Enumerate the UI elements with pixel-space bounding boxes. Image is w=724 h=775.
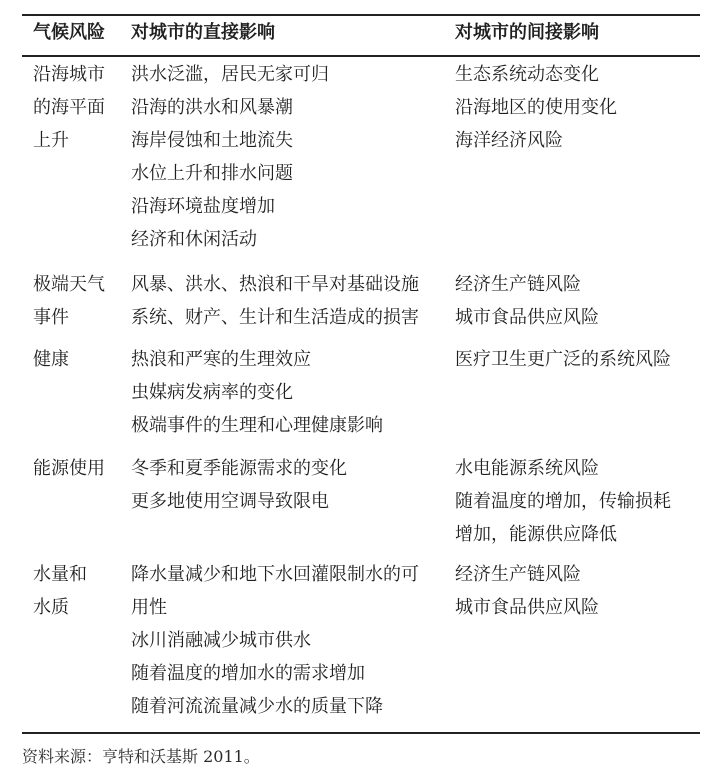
direct-line: 系统、财产、生计和生活造成的损害 [131, 307, 419, 328]
risk-line: 健康 [33, 349, 69, 370]
indirect-line: 城市食品供应风险 [455, 307, 599, 328]
direct-line: 水位上升和排水问题 [131, 163, 293, 184]
indirect-line: 水电能源系统风险 [455, 458, 599, 479]
row-energy-indirect [455, 452, 695, 551]
row-energy-risk [33, 452, 125, 485]
row-health-indirect [455, 343, 695, 376]
risk-line: 极端天气 [33, 274, 105, 295]
direct-line: 洪水泛滥，居民无家可归 [131, 64, 329, 85]
indirect-line: 经济生产链风险 [455, 274, 581, 295]
indirect-line: 增加，能源供应降低 [455, 524, 617, 545]
risk-line: 上升 [33, 130, 69, 151]
row-water-direct [131, 558, 449, 723]
direct-line: 降水量减少和地下水回灌限制水的可 [131, 564, 419, 585]
indirect-line: 经济生产链风险 [455, 564, 581, 585]
row-sea-level-indirect [455, 58, 695, 157]
source-note: 资料来源：亨特和沃基斯 2011。 [22, 747, 260, 766]
direct-line: 冬季和夏季能源需求的变化 [131, 458, 347, 479]
row-energy-direct [131, 452, 449, 518]
table-header-rule [22, 55, 700, 57]
direct-line: 极端事件的生理和心理健康影响 [131, 415, 383, 436]
direct-line: 沿海环境盐度增加 [131, 196, 275, 217]
row-health-direct [131, 343, 449, 442]
indirect-line: 随着温度的增加，传输损耗 [455, 491, 671, 512]
indirect-line: 医疗卫生更广泛的系统风险 [455, 349, 671, 370]
indirect-line: 城市食品供应风险 [455, 597, 599, 618]
table-top-rule [22, 14, 700, 16]
row-extreme-weather-indirect [455, 268, 695, 334]
header-climate-risk: 气候风险 [33, 22, 105, 43]
indirect-line: 生态系统动态变化 [455, 64, 599, 85]
direct-line: 冰川消融减少城市供水 [131, 630, 311, 651]
row-extreme-weather-risk [33, 268, 125, 334]
direct-line: 经济和休闲活动 [131, 229, 257, 250]
row-extreme-weather-direct [131, 268, 449, 334]
row-sea-level-direct [131, 58, 449, 256]
direct-line: 海岸侵蚀和土地流失 [131, 130, 293, 151]
table-bottom-rule [22, 732, 700, 734]
risk-line: 沿海城市 [33, 64, 105, 85]
direct-line: 随着温度的增加水的需求增加 [131, 663, 365, 684]
risk-line: 事件 [33, 307, 69, 328]
row-health-risk [33, 343, 125, 376]
header-indirect-impact: 对城市的间接影响 [455, 22, 599, 43]
indirect-line: 海洋经济风险 [455, 130, 563, 151]
direct-line: 用性 [131, 597, 167, 618]
indirect-line: 沿海地区的使用变化 [455, 97, 617, 118]
row-water-indirect [455, 558, 695, 624]
direct-line: 沿海的洪水和风暴潮 [131, 97, 293, 118]
direct-line: 更多地使用空调导致限电 [131, 491, 329, 512]
risk-line: 水量和 [33, 564, 87, 585]
direct-line: 风暴、洪水、热浪和干旱对基础设施 [131, 274, 419, 295]
header-direct-impact: 对城市的直接影响 [131, 22, 275, 43]
risk-line: 水质 [33, 597, 69, 618]
direct-line: 热浪和严寒的生理效应 [131, 349, 311, 370]
risk-line: 的海平面 [33, 97, 105, 118]
row-water-risk [33, 558, 125, 624]
risk-line: 能源使用 [33, 458, 105, 479]
direct-line: 随着河流流量减少水的质量下降 [131, 696, 383, 717]
direct-line: 虫媒病发病率的变化 [131, 382, 293, 403]
row-sea-level-risk [33, 58, 125, 157]
